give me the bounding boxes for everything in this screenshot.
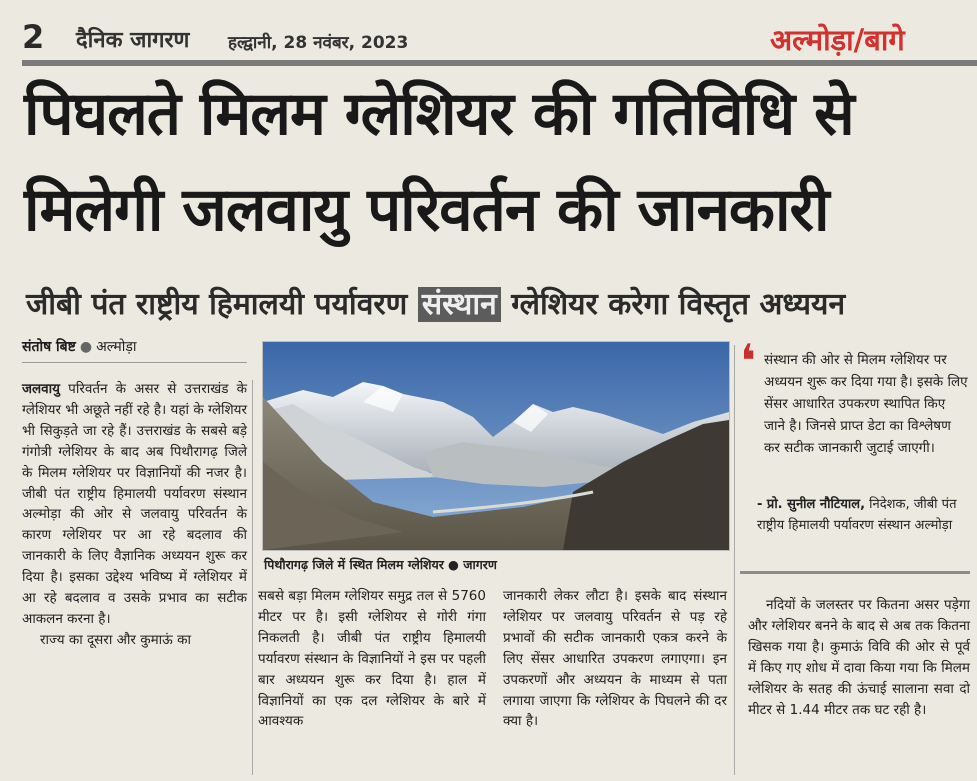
headline-line-2: मिलेगी जलवायु परिवर्तन की जानकारी (24, 175, 829, 245)
caption-text: पिथौरागढ़ जिले में स्थित मिलम ग्लेशियर (264, 557, 444, 572)
column-divider (734, 345, 735, 775)
byline (22, 337, 136, 356)
quote-mark-icon: ❛ (740, 334, 756, 388)
byline-author: संतोष बिष्ट (22, 339, 76, 355)
section-tag: अल्मोड़ा/बागे (770, 23, 905, 57)
subheadline (26, 282, 845, 323)
quote-author-name: - प्रो. सुनील नौटियाल, (757, 497, 866, 512)
column-4-text: नदियों के जलस्तर पर कितना असर पड़ेगा और ग्लेशियर बनने के बाद से अब तक कितना खिसक गया है। कुमाऊं विवि की ओर से पूर्व में किए गए शोध में दावा किया गया कि मिलम ग्लेशियर के सतह की ऊंचाई सालाना सवा दो मीटर से 1.44 मीटर तक घट रही है। (748, 597, 970, 718)
mountain-glacier-icon (263, 342, 729, 550)
subheadline-highlight: संस्थान (418, 287, 501, 322)
column-divider (252, 380, 253, 775)
page-number: 2 (22, 18, 45, 56)
subheadline-part-1: जीबी पंत राष्ट्रीय हिमालयी पर्यावरण (26, 287, 408, 322)
quote-box-rule (740, 571, 970, 574)
article-column-2: सबसे बड़ा मिलम ग्लेशियर समुद्र तल से 5760 मीटर पर है। इसी ग्लेशियर से गोरी गंगा निकलती है। जीबी पंत राष्ट्रीय हिमालयी पर्यावरण संस्थान के विज्ञानियों ने इस पर पहली बार अध्ययन शुरू कर दिया है। हाल में विज्ञानियों का एक दल ग्लेशियर के बारे में आवश्यक (258, 588, 486, 730)
article-column-3: जानकारी लेकर लौटा है। इसके बाद संस्थान ग्लेशियर पर जलवायु परिवर्तन से पड़ रहे प्रभावों की सटीक जानकारी एकत्र करने के लिए सेंसर आधारित उपकरण लगाएगा। इन उपकरणों और अध्ययन के माध्यम से पता लगाया जाएगा कि ग्लेशियर के पिघलने की दर क्या है। (503, 588, 727, 730)
bullet-icon: ● (79, 339, 93, 355)
column-1-text: परिवर्तन के असर से उत्तराखंड के ग्लेशियर भी अछूते नहीं रहे है। यहां के ग्लेशियर भी सिकुड़ते जा रहे हैं। उत्तराखंड के सबसे बड़े गंगोत्री ग्लेशियर के बाद अब पिथौरागढ़ जिले के मिलम ग्लेशियर पर विज्ञानियों की नजर है। जीबी पंत राष्ट्रीय हिमालयी पर्यावरण संस्थान अल्मोड़ा की ओर से जलवायु परिवर्तन के कारण ग्लेशियर पर आ रहे बदलाव की जानकारी के लिए वैज्ञानिक अध्ययन शुरू कर दिया है। इसका उद्देश्य भविष्य में ग्लेशियर में आ रहे बदलाव व उसके प्रभाव का सटीक आकलन करना है। (22, 381, 248, 627)
photo-credit: जागरण (463, 557, 497, 572)
byline-rule (22, 362, 247, 363)
byline-location: अल्मोड़ा (96, 339, 137, 355)
masthead-rule (22, 60, 977, 66)
column-1-paragraph-2: राज्य का दूसरा और कुमाऊं का (40, 631, 191, 648)
subheadline-part-2: ग्लेशियर करेगा विस्तृत अध्ययन (511, 287, 846, 322)
glacier-photo (262, 341, 730, 551)
pull-quote-author (757, 494, 969, 536)
pull-quote-text: संस्थान की ओर से मिलम ग्लेशियर पर अध्ययन शुरू कर दिया गया है। इसके लिए सेंसर आधारित उपकरण स्थापित किए जाने है। जिनसे प्राप्त डेटा का विश्लेषण कर सटीक जानकारी जुटाई जाएगी। (764, 352, 968, 456)
article-column-4 (748, 595, 970, 720)
headline-line-1: पिघलते मिलम ग्लेशियर की गतिविधि से (24, 79, 854, 149)
newspaper-name: दैनिक जागरण (76, 28, 190, 53)
photo-caption (264, 556, 497, 573)
edition-place-date: हल्द्वानी, 28 नवंबर, 2023 (228, 33, 409, 53)
bullet-icon: ● (447, 557, 459, 572)
quote-author-detail: निदेशक, जीबी पंत राष्ट्रीय हिमालयी पर्यावरण संस्थान अल्मोड़ा (757, 497, 957, 533)
lead-word: जलवायु (22, 381, 61, 397)
article-column-1 (22, 379, 247, 651)
